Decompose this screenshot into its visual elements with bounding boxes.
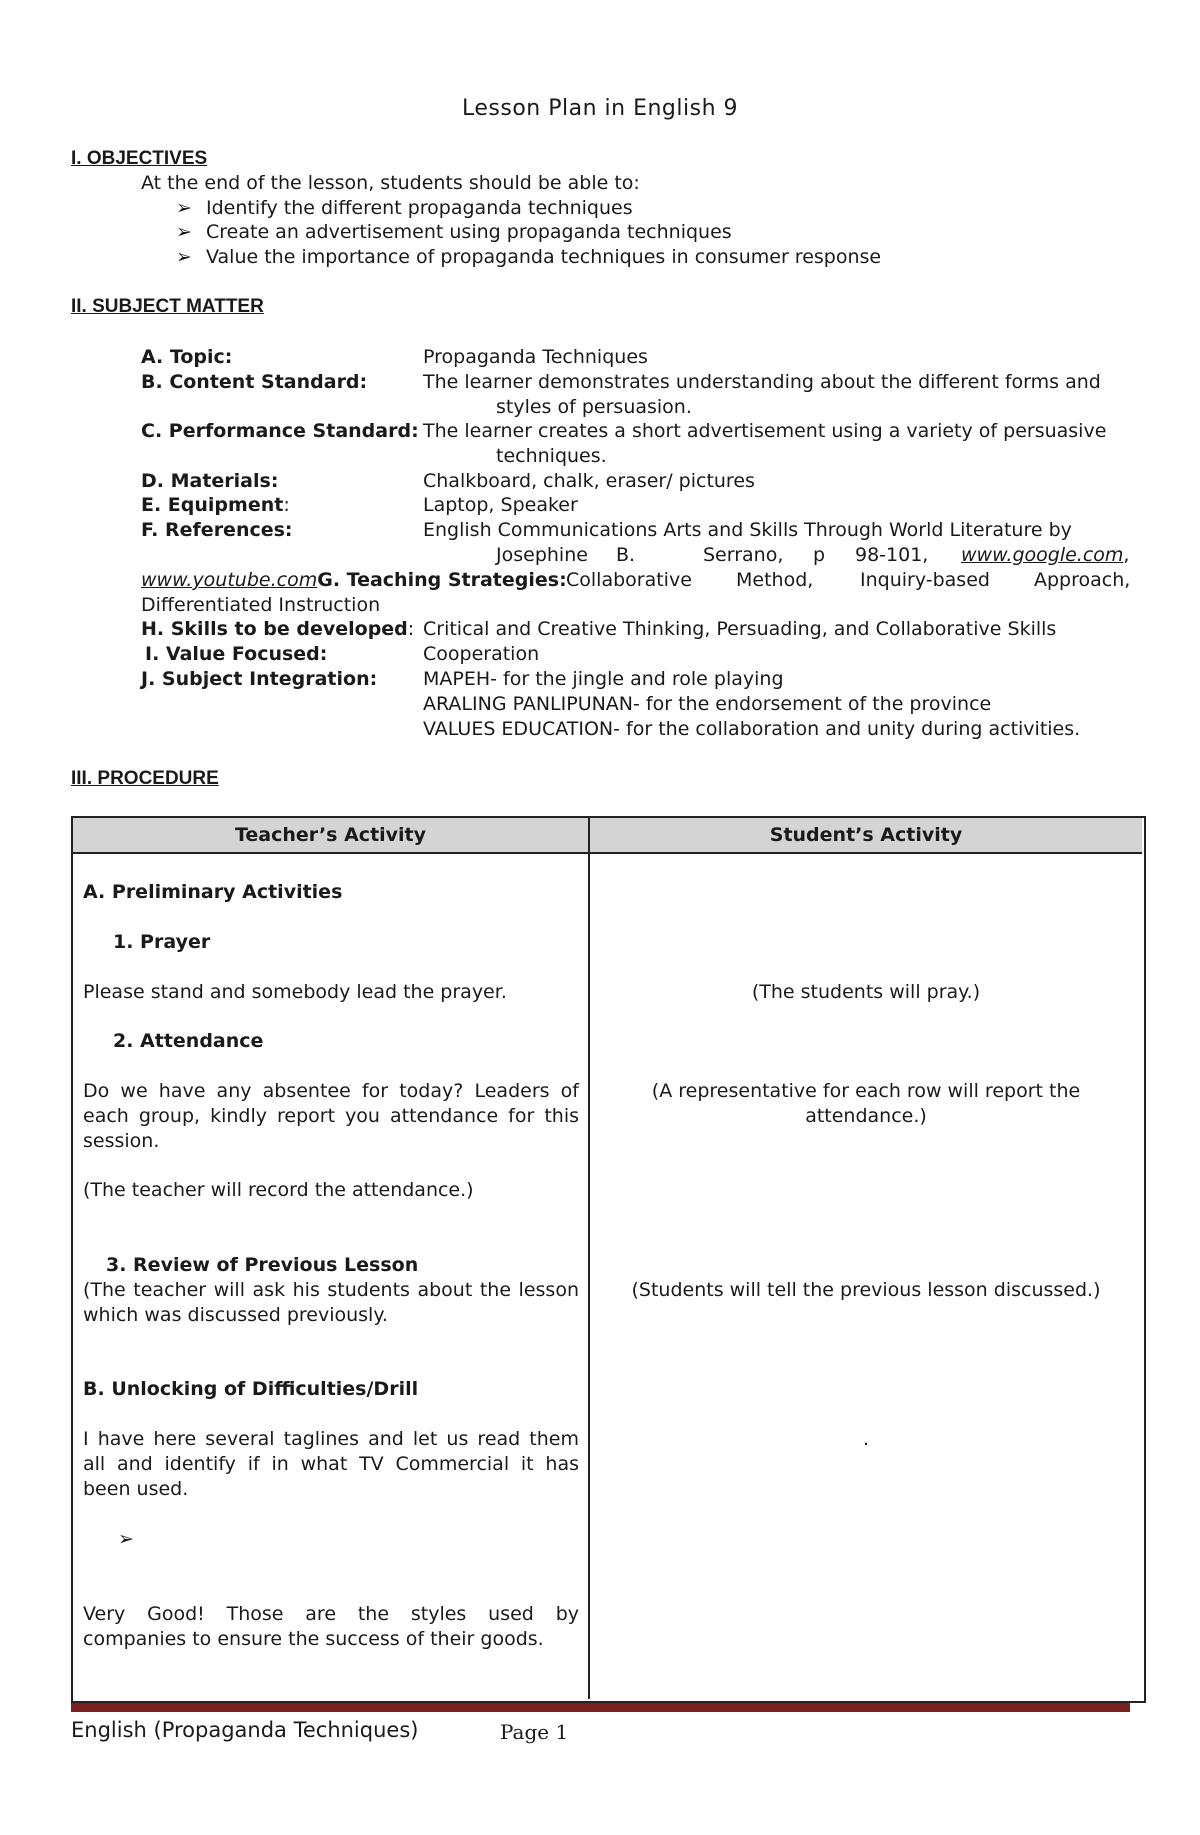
materials-label: D. Materials: (141, 470, 279, 492)
attendance-teacher-line3: session. (83, 1130, 160, 1152)
content-standard-label: B. Content Standard: (141, 371, 368, 393)
arrow-bullet-icon: ➢ (118, 1528, 134, 1550)
equipment-value: Laptop, Speaker (423, 494, 578, 516)
review-heading: 3. Review of Previous Lesson (106, 1254, 419, 1276)
performance-standard-line2: techniques. (496, 445, 607, 467)
document-title: Lesson Plan in English 9 (462, 96, 738, 121)
attendance-student-line1: (A representative for each row will report the (651, 1080, 1081, 1102)
procedure-table (71, 816, 1146, 1703)
review-teacher-line1: (The teacher will ask his students about the lesson (83, 1279, 579, 1301)
equipment-label-row (141, 494, 290, 516)
references-pages: 98-101, (855, 544, 929, 566)
attendance-teacher-line2: each group, kindly report you attendance for this (83, 1105, 579, 1127)
strategies-label: G. Teaching Strategies: (317, 569, 567, 591)
references-link-row: www.google.com, (961, 544, 1130, 566)
subject-integration-item: ARALING PANLIPUNAN- for the endorsement of the province (423, 693, 992, 715)
topic-value: Propaganda Techniques (423, 346, 648, 368)
skills-label: H. Skills to be developed (141, 618, 408, 640)
preliminary-activities-heading: A. Preliminary Activities (83, 881, 343, 903)
arrow-bullet-icon: ➢ (176, 246, 192, 268)
value-focused-value: Cooperation (423, 643, 540, 665)
references-p: p (813, 544, 826, 566)
youtube-link[interactable]: www.youtube.com (141, 569, 318, 591)
review-teacher-line2: which was discussed previously. (83, 1304, 388, 1326)
subject-matter-heading: II. SUBJECT MATTER (71, 296, 264, 317)
objective-item: ➢ Create an advertisement using propaganda techniques (176, 221, 732, 243)
topic-label: A. Topic: (141, 346, 233, 368)
attendance-student-line2: attendance.) (805, 1105, 927, 1127)
performance-standard-line1: The learner creates a short advertisement using a variety of persuasive (423, 420, 1107, 442)
page-number: Page 1 (500, 1720, 569, 1744)
review-student-text: (Students will tell the previous lesson discussed.) (631, 1279, 1101, 1301)
skills-value: Critical and Creative Thinking, Persuading, and Collaborative Skills (423, 618, 1057, 640)
attendance-heading: 2. Attendance (113, 1030, 264, 1052)
performance-standard-label: C. Performance Standard: (141, 420, 419, 442)
value-focused-label: I. Value Focused: (145, 643, 328, 665)
objectives-intro: At the end of the lesson, students should be able to: (141, 172, 640, 194)
objectives-heading: I. OBJECTIVES (71, 148, 208, 169)
skills-label-row: H. Skills to be developed: (141, 618, 415, 640)
youtube-strategies-row (141, 569, 567, 591)
references-surname: Serrano, (703, 544, 784, 566)
prayer-student-text: (The students will pray.) (751, 981, 981, 1003)
subject-integration-item: MAPEH- for the jingle and role playing (423, 668, 784, 690)
prayer-teacher-text: Please stand and somebody lead the prayer. (83, 981, 507, 1003)
subject-integration-item: VALUES EDUCATION- for the collaboration and unity during activities. (423, 718, 1081, 740)
materials-value: Chalkboard, chalk, eraser/ pictures (423, 470, 755, 492)
attendance-teacher-line1: Do we have any absentee for today? Leaders of (83, 1080, 579, 1102)
google-link[interactable]: www.google.com (961, 544, 1124, 566)
equipment-label: E. Equipment (141, 494, 284, 516)
references-line1: English Communications Arts and Skills Through World Literature by (423, 519, 1072, 541)
teacher-activity-header: Teacher’s Activity (234, 824, 427, 846)
closing-line2: companies to ensure the success of their goods. (83, 1628, 544, 1650)
drill-heading: B. Unlocking of Difficulties/Drill (83, 1378, 419, 1400)
closing-line1: Very Good! Those are the styles used by (83, 1603, 579, 1625)
content-standard-line2: styles of persuasion. (496, 396, 692, 418)
strategies-word3: Inquiry-based (860, 569, 990, 591)
student-activity-header: Student’s Activity (769, 824, 963, 846)
subject-integration-label: J. Subject Integration: (141, 668, 378, 690)
drill-student-text: . (862, 1428, 870, 1450)
objective-item: ➢ Identify the different propaganda techniques (176, 197, 633, 219)
drill-teacher-line1: I have here several taglines and let us read them (83, 1428, 579, 1450)
footer-title: English (Propaganda Techniques) (71, 1718, 419, 1742)
references-initial: B. (616, 544, 636, 566)
procedure-heading: III. PROCEDURE (71, 768, 219, 789)
content-standard-line1: The learner demonstrates understanding about the different forms and (423, 371, 1101, 393)
strategies-line2: Differentiated Instruction (141, 594, 381, 616)
references-author: Josephine (496, 544, 588, 566)
prayer-heading: 1. Prayer (113, 931, 211, 953)
equipment-colon: : (283, 494, 290, 516)
column-divider (588, 818, 590, 1699)
arrow-bullet-icon: ➢ (176, 197, 192, 219)
arrow-bullet-icon: ➢ (176, 221, 192, 243)
drill-teacher-line3: been used. (83, 1478, 189, 1500)
drill-teacher-line2: all and identify if in what TV Commercial it has (83, 1453, 579, 1475)
strategies-word1: Collaborative (566, 569, 692, 591)
attendance-record-text: (The teacher will record the attendance.) (83, 1179, 474, 1201)
strategies-word4: Approach, (1034, 569, 1131, 591)
footer-divider (71, 1703, 1130, 1712)
objective-item: ➢ Value the importance of propaganda techniques in consumer response (176, 246, 882, 268)
references-label: F. References: (141, 519, 293, 541)
strategies-word2: Method, (736, 569, 814, 591)
